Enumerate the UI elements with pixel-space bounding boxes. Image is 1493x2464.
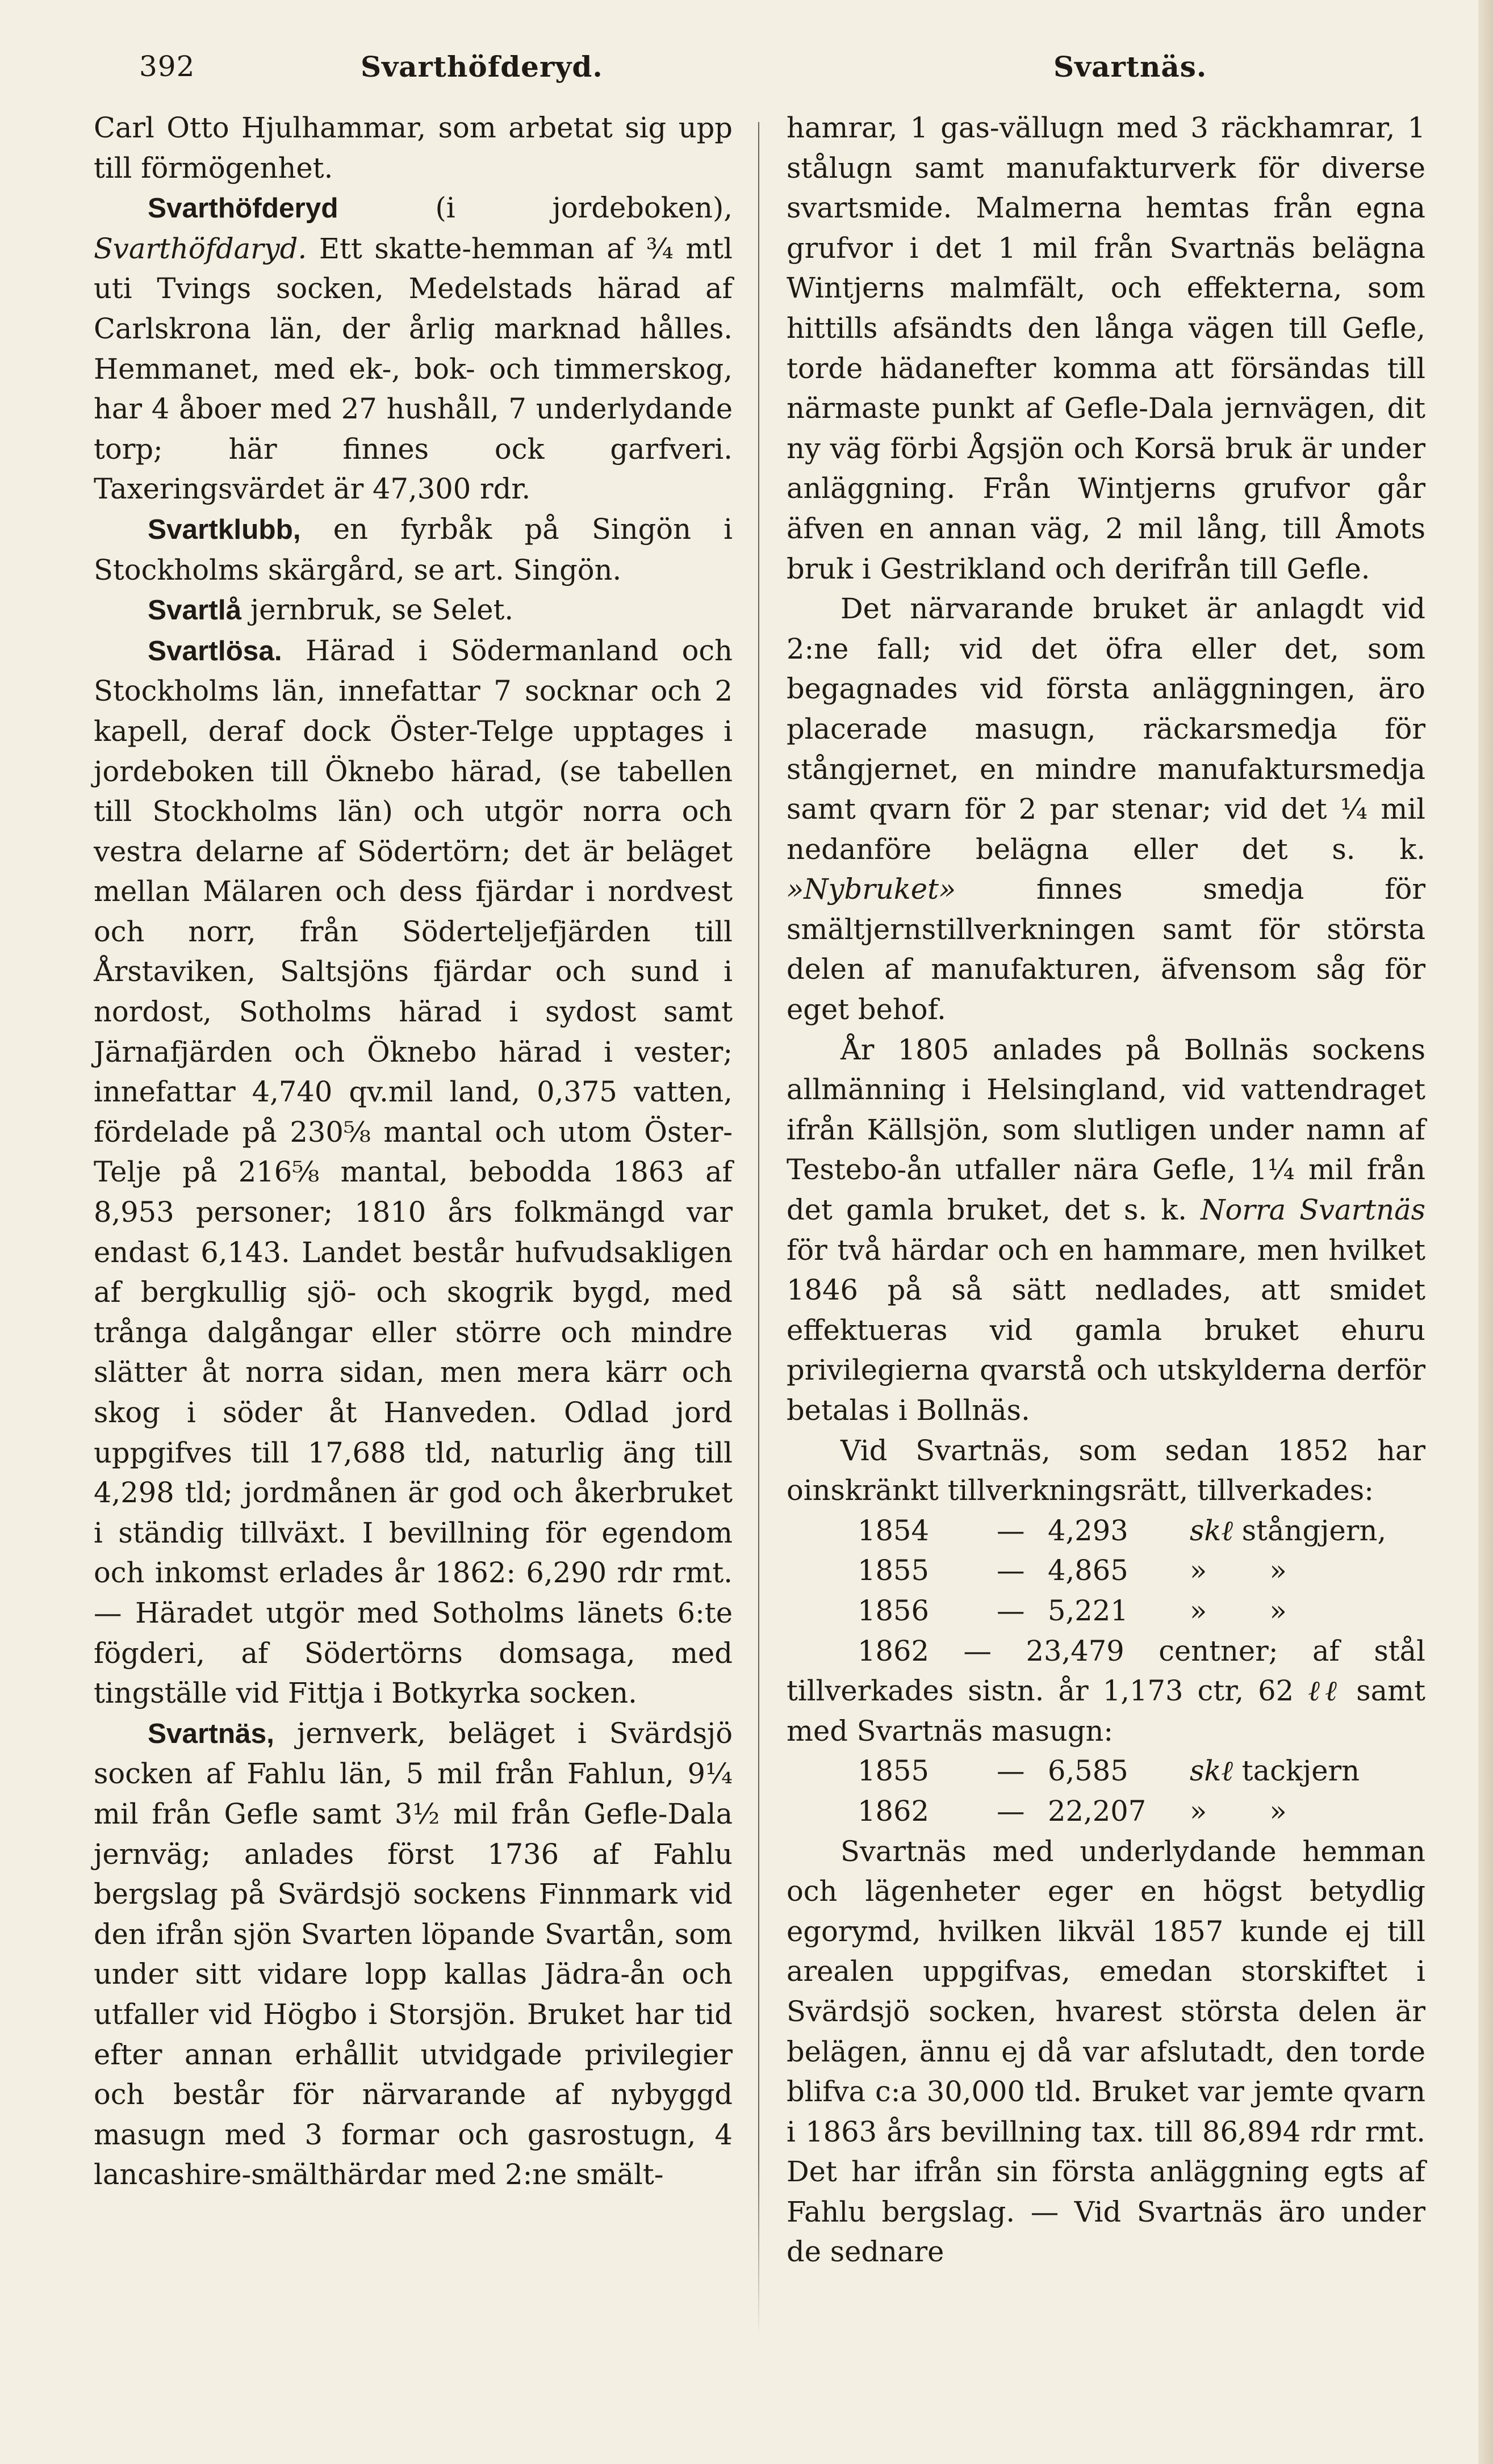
entry-term: Svartklubb,: [148, 513, 301, 545]
table-value: 4,293: [1048, 1514, 1128, 1547]
table-item-text: stångjern,: [1241, 1514, 1387, 1547]
page-edge: [1478, 0, 1493, 2464]
paragraph: [787, 589, 1425, 1030]
paragraph-continuation: Carl Otto Hjulhammar, som arbetat sig upp till förmögenhet.: [94, 111, 733, 185]
table-item: [1190, 1551, 1425, 1591]
paragraph: Svartnäs med underlydande hemman och lägenheter eger en högst betydlig egorymd, hvilken likväl 1857 kunde ej till arealen uppgifvas, emedan storskiftet i Svärdsjö socken, hvarest största delen är belägen, ännu ej då var afslutadt, den torde blifva c:a 30,000 tld. Bruket var jemte qvarn i 1863 års bevillning tax. till 86,894 rdr rmt. Det har ifrån sin första anläggning egts af Fahlu bergslag. — Vid Svartnäs äro under de sednare: [787, 1834, 1425, 2269]
paragraph: [787, 1631, 1425, 1751]
table-dash: —: [997, 1794, 1025, 1828]
table-dash: —: [997, 1514, 1025, 1547]
entry-text: jernbruk, se Selet.: [241, 593, 514, 627]
table-unit: skℓ: [1190, 1514, 1233, 1547]
paragraph-text: samt med Svartnäs masugn:: [787, 1674, 1425, 1748]
table-item: [1190, 1511, 1425, 1551]
table-year: 1855: [858, 1754, 929, 1788]
right-column: [787, 108, 1425, 2272]
table-unit: »: [1190, 1554, 1207, 1587]
paragraph: Vid Svartnäs, som sedan 1852 har oinskränkt tillverkningsrätt, tillverkades:: [787, 1434, 1425, 1507]
table-item-text: »: [1269, 1594, 1287, 1627]
entry-term: Svartlösa.: [148, 635, 282, 667]
paragraph-italic: ℓℓ: [1308, 1674, 1343, 1708]
table-item-text: tackjern: [1241, 1754, 1360, 1788]
page-number: 392: [139, 50, 195, 83]
table-year: 1855: [858, 1554, 929, 1587]
paragraph-text: År 1805 anlades på Bollnäs sockens allmänning i Helsingland, vid vattendraget ifrån Källsjön, som slutligen under namn af Testebo-ån utfaller nära Gefle, 1¼ mil från det gamla bruket, det s. k.: [787, 1033, 1425, 1227]
table-year: 1854: [858, 1514, 929, 1547]
entry-text: Härad i Södermanland och Stockholms län, innefattar 7 socknar och 2 kapell, deraf dock Öster-Telge upptages i jordeboken till Öknebo härad, (se tabellen till Stockholms län) och utgör norra och vestra delarne af Södertörn; det är beläget mellan Mälaren och dess fjärdar i nordvest och norr, från Söderteljefjärden till Årstaviken, Saltsjöns fjärdar och sund i nordost, Sotholms härad i sydost samt Järnafjärden och Öknebo härad i vester; innefattar 4,740 qv.mil land, 0,375 vatten, fördelade på 230⅝ mantal och utom Öster-Telje på 216⅝ mantal, bebodda 1863 af 8,953 personer; 1810 års folkmängd var endast 6,143. Landet består hufvudsakligen af bergkullig sjö- och skogrik bygd, med trånga dalgångar eller större och mindre slätter åt norra sidan, men mera kärr och skog i söder åt Hanveden. Odlad jord uppgifves till 17,688 tld, naturlig äng till 4,298 tld; jordmånen är god och åkerbruket i ständig tillväxt. I bevillning för egendom och inkomst erlades år 1862: 6,290 rdr rmt. — Häradet utgör med Sotholms länets 6:te fögderi, af Södertörns domsaga, med tingställe vid Fittja i Botkyrka socken.: [94, 634, 733, 1710]
column-divider: [758, 122, 759, 2336]
table-unit: »: [1190, 1594, 1207, 1627]
table-value: 5,221: [1048, 1594, 1128, 1627]
production-table-1: [787, 1511, 1425, 1631]
table-dash: —: [997, 1594, 1025, 1627]
entry-svartnas: [94, 1713, 733, 2195]
table-item: [1190, 1751, 1425, 1791]
paragraph-text: 1862 — 23,479 centner; af stål tillverkades sistn. år 1,173 ctr, 62: [787, 1634, 1425, 1708]
left-column: [94, 108, 733, 2195]
paragraph-continuation: hamrar, 1 gas-vällugn med 3 räckhamrar, 1 stålugn samt manufakturverk för diverse svartsmide. Malmerna hemtas från egna grufvor i det 1 mil från Svartnäs belägna Wintjerns malmfält, och effekterna, som hittills afsändts den långa vägen till Gefle, torde hädanefter komma att försändas till närmaste punkt af Gefle-Dala jernvägen, dit ny väg förbi Ågsjön och Korsä bruk är under anläggning. Från Wintjerns grufvor går äfven en annan väg, 2 mil lång, till Åmots bruk i Gestrikland och derifrån till Gefle.: [787, 111, 1425, 585]
entry-term: Svarthöfderyd: [148, 192, 338, 224]
entry-italic: Svarthöfdaryd.: [94, 232, 307, 265]
table-value: 4,865: [1048, 1554, 1128, 1587]
entry-svarthofderyd: [94, 188, 733, 509]
page-header: [94, 50, 1425, 95]
header-left-word: Svarthöfderyd.: [361, 50, 603, 83]
table-item-text: »: [1269, 1794, 1287, 1828]
production-table-2: [787, 1751, 1425, 1831]
table-dash: —: [997, 1554, 1025, 1587]
entry-term: Svartnäs,: [148, 1717, 274, 1749]
entry-svartla: [94, 590, 733, 631]
entry-text: (i jordeboken),: [338, 191, 733, 225]
entry-text: Ett skatte-hemman af ¾ mtl uti Tvings socken, Medelstads härad af Carlskrona län, der årlig marknad hålles. Hemmanet, med ek-, bok- och timmerskog, har 4 åboer med 27 hushåll, 7 underlydande torp; här finnes ock garfveri. Taxeringsvärdet är 47,300 rdr.: [94, 232, 733, 506]
paragraph-text: Det närvarande bruket är anlagdt vid 2:ne fall; vid det öfra eller det, som begagnades vid första anläggningen, äro placerade masugn, räckarsmedja för stångjernet, en mindre manufaktursmedja samt qvarn för 2 par stenar; vid det ¼ mil nedanföre belägna eller det s. k.: [787, 592, 1425, 866]
table-unit: »: [1190, 1794, 1207, 1828]
table-item: [1190, 1791, 1425, 1832]
table-year: 1862: [858, 1794, 929, 1828]
entry-text: en fyrbåk på Singön i Stockholms skärgård, se art. Singön.: [94, 512, 733, 586]
entry-svartklubb: [94, 509, 733, 590]
paragraph-italic: »Nybruket»: [787, 873, 956, 906]
header-right-word: Svartnäs.: [1053, 50, 1207, 83]
table-item: [1190, 1591, 1425, 1631]
table-value: 6,585: [1048, 1754, 1128, 1788]
entry-term: Svartlå: [148, 594, 242, 626]
table-year: 1856: [858, 1594, 929, 1627]
paragraph: [787, 1030, 1425, 1431]
entry-svartlosa: [94, 631, 733, 1713]
paragraph-italic: Norra Svartnäs: [1201, 1193, 1425, 1227]
table-item-text: »: [1269, 1554, 1287, 1587]
entry-text: jernverk, beläget i Svärdsjö socken af Fahlu län, 5 mil från Fahlun, 9¼ mil från Gefle samt 3½ mil från Gefle-Dala jernväg; anlades först 1736 af Fahlu bergslag på Svärdsjö sockens Finnmark vid den ifrån sjön Svarten löpande Svartån, som under sitt vidare lopp kallas Jädra-ån och utfaller vid Högbo i Storsjön. Bruket har tid efter annan erhållit utvidgade privilegier och består för närvarande af nybyggd masugn med 3 formar och gasrostugn, 4 lancashire-smälthärdar med 2:ne smält-: [94, 1716, 733, 2191]
table-unit: skℓ: [1190, 1754, 1233, 1788]
table-dash: —: [997, 1754, 1025, 1788]
table-value: 22,207: [1048, 1794, 1147, 1828]
paragraph-text: för två härdar och en hammare, men hvilket 1846 på så sätt nedlades, att smidet effektueras vid gamla bruket ehuru privilegierna qvarstå och utskylderna derför betalas i Bollnäs.: [787, 1233, 1425, 1427]
paragraph-text: finnes smedja för smältjernstillverkningen samt för största delen af manufakturen, äfvensom såg för eget behof.: [787, 873, 1425, 1026]
